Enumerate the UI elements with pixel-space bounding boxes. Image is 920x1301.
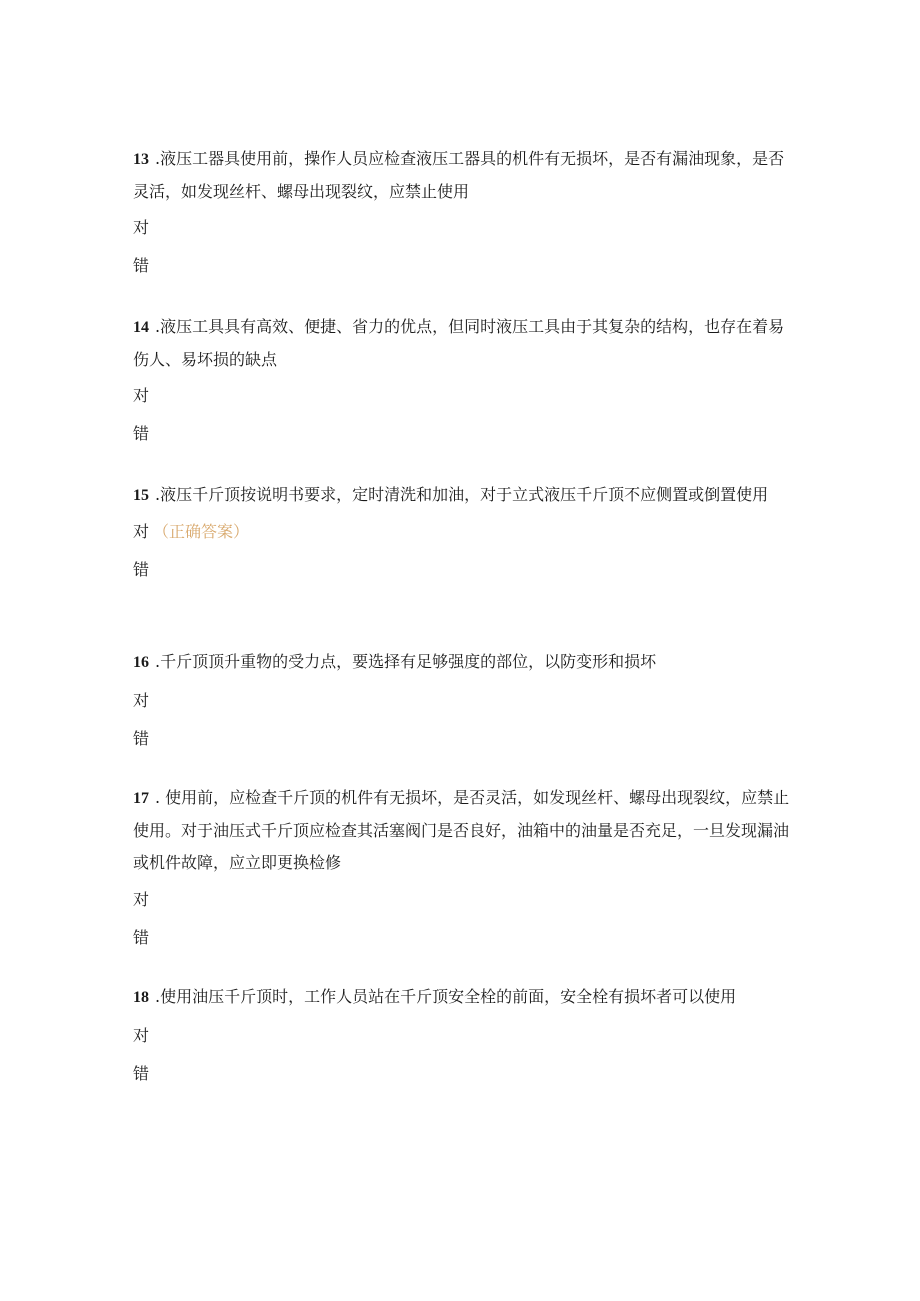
- option-label: 错: [133, 256, 150, 275]
- question-stem: [133, 782, 793, 879]
- correct-answer-note: （正确答案）: [153, 522, 250, 541]
- question-number: 14: [133, 319, 149, 336]
- option-label: 对: [133, 386, 150, 405]
- question-14: [133, 311, 793, 443]
- question-number: 16: [133, 654, 149, 671]
- question-13: [133, 143, 793, 275]
- option-label: 错: [133, 928, 150, 947]
- question-number: 18: [133, 989, 149, 1006]
- option-true[interactable]: [133, 1026, 793, 1046]
- option-false[interactable]: [133, 1064, 793, 1084]
- option-false[interactable]: [133, 729, 793, 749]
- question-text: .液压工器具使用前，操作人员应检查液压工器具的机件有无损坏，是否有漏油现象，是否灵活，如发现丝杆、螺母出现裂纹，应禁止使用: [133, 149, 785, 201]
- question-stem: [133, 646, 793, 679]
- question-number: 17: [133, 790, 149, 807]
- question-text: .使用油压千斤顶时，工作人员站在千斤顶安全栓的前面，安全栓有损坏者可以使用: [155, 987, 737, 1006]
- option-label: 错: [133, 560, 150, 579]
- question-text: .液压千斤顶按说明书要求，定时清洗和加油，对于立式液压千斤顶不应侧置或倒置使用: [155, 485, 769, 504]
- option-label: 对: [133, 1026, 150, 1045]
- option-label: 对: [133, 218, 150, 237]
- option-label: 错: [133, 729, 150, 748]
- question-number: 13: [133, 151, 149, 168]
- option-false[interactable]: [133, 928, 793, 948]
- question-text: .液压工具具有高效、便捷、省力的优点，但同时液压工具由于其复杂的结构，也存在着易伤人、易坏损的缺点: [133, 317, 785, 369]
- question-stem: [133, 479, 793, 512]
- question-15: [133, 479, 793, 579]
- question-stem: [133, 143, 793, 208]
- question-16: [133, 646, 793, 748]
- option-true[interactable]: [133, 890, 793, 910]
- option-label: 对: [133, 890, 150, 909]
- question-stem: [133, 311, 793, 376]
- option-label: 错: [133, 1064, 150, 1083]
- question-17: [133, 782, 793, 947]
- question-18: [133, 981, 793, 1083]
- option-label: 错: [133, 424, 150, 443]
- option-true[interactable]: [133, 691, 793, 711]
- option-true[interactable]: [133, 218, 793, 238]
- option-false[interactable]: [133, 256, 793, 276]
- option-false[interactable]: [133, 424, 793, 444]
- question-number: 15: [133, 487, 149, 504]
- option-label: 对: [133, 691, 150, 710]
- question-text: .千斤顶顶升重物的受力点，要选择有足够强度的部位，以防变形和损坏: [155, 652, 657, 671]
- question-text: . 使用前，应检查千斤顶的机件有无损坏，是否灵活，如发现丝杆、螺母出现裂纹，应禁止使用。对于油压式千斤顶应检查其活塞阀门是否良好，油箱中的油量是否充足，一旦发现漏油或机件故障，应立即更换检修: [133, 788, 790, 872]
- question-stem: [133, 981, 793, 1014]
- option-label: 对: [133, 522, 150, 541]
- option-false[interactable]: [133, 560, 793, 580]
- option-true[interactable]: [133, 522, 793, 542]
- option-true[interactable]: [133, 386, 793, 406]
